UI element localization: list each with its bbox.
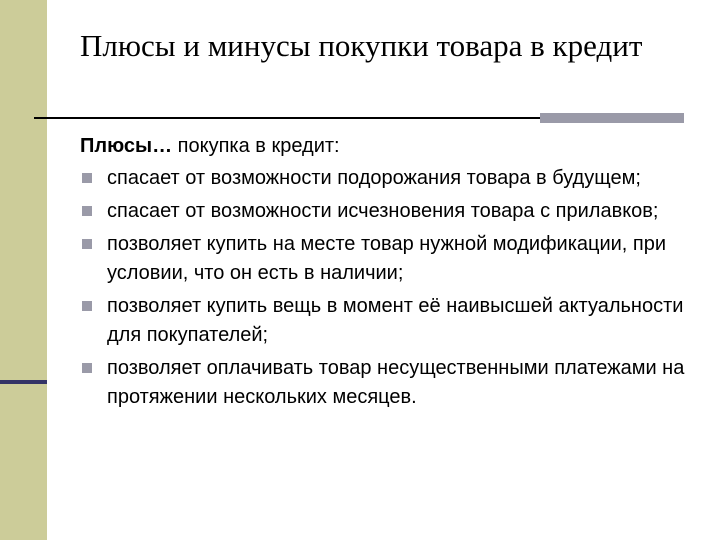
slide-title: Плюсы и минусы покупки товара в кредит: [80, 28, 643, 63]
slide-body: [80, 132, 700, 416]
list-item-text: спасает от возможности исчезновения товара с прилавков;: [107, 200, 659, 222]
intro-bold-label: Плюсы…: [80, 135, 173, 157]
square-bullet-icon: [82, 239, 92, 249]
title-underline-accent: [540, 113, 684, 123]
left-decorative-bar: [0, 0, 47, 540]
list-item-text: позволяет купить на месте товар нужной модификации, при условии, что он есть в наличии;: [107, 233, 667, 284]
intro-line: [80, 132, 700, 161]
square-bullet-icon: [82, 363, 92, 373]
list-item-text: позволяет купить вещь в момент её наивысшей актуальности для покупателей;: [107, 295, 684, 346]
square-bullet-icon: [82, 301, 92, 311]
square-bullet-icon: [82, 206, 92, 216]
list-item: [80, 230, 700, 288]
list-item-text: спасает от возможности подорожания товара в будущем;: [107, 167, 641, 189]
list-item: [80, 354, 700, 412]
left-bar-accent-line: [0, 380, 47, 384]
intro-text: покупка в кредит:: [172, 135, 340, 157]
square-bullet-icon: [82, 173, 92, 183]
list-item: [80, 292, 700, 350]
list-item: [80, 197, 700, 226]
pros-list: [80, 164, 700, 412]
title-underline: [34, 117, 540, 119]
list-item: [80, 164, 700, 193]
list-item-text: позволяет оплачивать товар несущественными платежами на протяжении нескольких месяцев.: [107, 357, 685, 408]
